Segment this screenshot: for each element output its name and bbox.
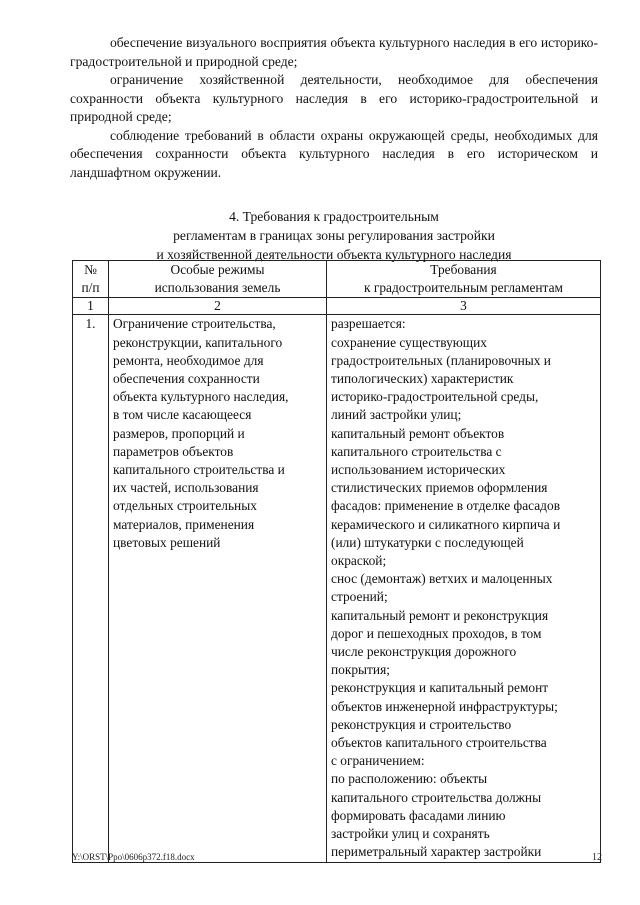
requirement-line: покрытия; [331, 662, 390, 678]
header-requirements-line: к градостроительным регламентам [363, 280, 563, 296]
regime-line: обеспечения сохранности [113, 371, 260, 387]
requirement-line: стилистических приемов оформления [331, 480, 548, 496]
requirement-line: сохранение существующих [331, 334, 487, 350]
requirement-line: капитального строительства с [331, 443, 502, 459]
row-number: 1. [73, 315, 109, 862]
requirement-line: капитальный ремонт объектов [331, 425, 505, 441]
page-number: 12 [592, 852, 602, 863]
intro-paragraph-1: обеспечение визуального восприятия объекта культурного наследия в его историко-градостроительной и природной среде; [70, 35, 598, 69]
section-title-line: и хозяйственной деятельности объекта культурного наследия [156, 247, 512, 262]
requirement-line: с ограничением: [331, 753, 425, 769]
requirement-line: типологических) характеристик [331, 371, 514, 387]
requirement-line: капитального строительства должны [331, 789, 542, 805]
header-regimes-line: использования земель [154, 280, 281, 296]
requirement-line: (или) штукатурки с последующей [331, 534, 524, 550]
requirement-line: использованием исторических [331, 462, 506, 478]
regime-line: объекта культурного наследия, [113, 389, 289, 405]
requirement-line: периметральный характер застройки [331, 844, 542, 860]
requirement-line: снос (демонтаж) ветхих и малоценных [331, 571, 553, 587]
regime-line: параметров объектов [113, 443, 234, 459]
footer-file-path: Y:\ORST\Ppo\0606p372.f18.docx [72, 852, 195, 862]
header-number-line: № [84, 262, 97, 277]
intro-paragraph-2: ограничение хозяйственной деятельности, необходимое для обеспечения сохранности объекта культурного наследия в его историко-градостроительной и природной среде; [70, 72, 598, 124]
requirement-line: окраской; [331, 553, 387, 569]
header-regimes-line: Особые режимы [170, 262, 265, 277]
header-number-line: п/п [81, 280, 100, 296]
requirement-line: формировать фасадами линию [331, 807, 506, 823]
requirement-line: застройки улиц и сохранять [331, 826, 490, 842]
requirement-line: историко-градостроительной среды, [331, 389, 539, 405]
regime-line: отдельных строительных [113, 498, 257, 514]
requirement-line: объектов инженерной инфраструктуры; [331, 698, 558, 714]
requirement-line: линий застройки улиц; [331, 407, 462, 423]
requirements-table [72, 260, 601, 863]
regime-line: ремонта, необходимое для [113, 352, 264, 368]
header-requirements [327, 261, 601, 298]
requirement-line: строений; [331, 589, 388, 605]
header-regimes [109, 261, 327, 298]
intro-paragraph-3: соблюдение требований в области охраны окружающей среды, необходимых для обеспечения сохранности объекта культурного наследия в его историческом и ландшафтном окружении. [70, 127, 598, 180]
regime-line: материалов, применения [113, 516, 255, 532]
regime-line: реконструкции, капитального [113, 334, 283, 350]
section-title [70, 207, 598, 264]
requirement-line: по расположению: объекты [331, 771, 488, 787]
column-number-row [73, 298, 601, 315]
column-number: 1 [73, 298, 109, 315]
regime-cell [109, 315, 327, 862]
regime-line: их частей, использования [113, 480, 259, 496]
regime-line: капитального строительства и [113, 462, 285, 478]
document-page [70, 34, 598, 264]
column-number: 2 [109, 298, 327, 315]
table-row [73, 315, 601, 862]
regime-line: Ограничение строительства, [113, 316, 276, 332]
requirement-line: реконструкция и капитальный ремонт [331, 680, 549, 696]
regime-line: в том числе касающееся [113, 407, 252, 423]
section-title-line: регламентам в границах зоны регулирования застройки [173, 228, 495, 243]
regime-line: цветовых решений [113, 534, 221, 550]
requirement-line: реконструкция и строительство [331, 716, 512, 732]
requirement-line: числе реконструкция дорожного [331, 644, 517, 660]
requirement-cell [327, 315, 601, 862]
requirement-line: фасадов: применение в отделке фасадов [331, 498, 561, 514]
regime-line: размеров, пропорций и [113, 425, 245, 441]
table-header-row [73, 261, 601, 298]
header-requirements-line: Требования [430, 262, 497, 277]
requirement-line: капитальный ремонт и реконструкция [331, 607, 549, 623]
requirement-line: градостроительных (планировочных и [331, 352, 551, 368]
requirement-line: объектов капитального строительства [331, 735, 547, 751]
requirement-line: разрешается: [331, 316, 406, 332]
section-title-line: 4. Требования к градостроительным [229, 209, 439, 224]
requirement-line: дорог и пешеходных проходов, в том [331, 625, 542, 641]
requirement-line: керамического и силикатного кирпича и [331, 516, 561, 532]
header-number [73, 261, 109, 298]
column-number: 3 [327, 298, 601, 315]
